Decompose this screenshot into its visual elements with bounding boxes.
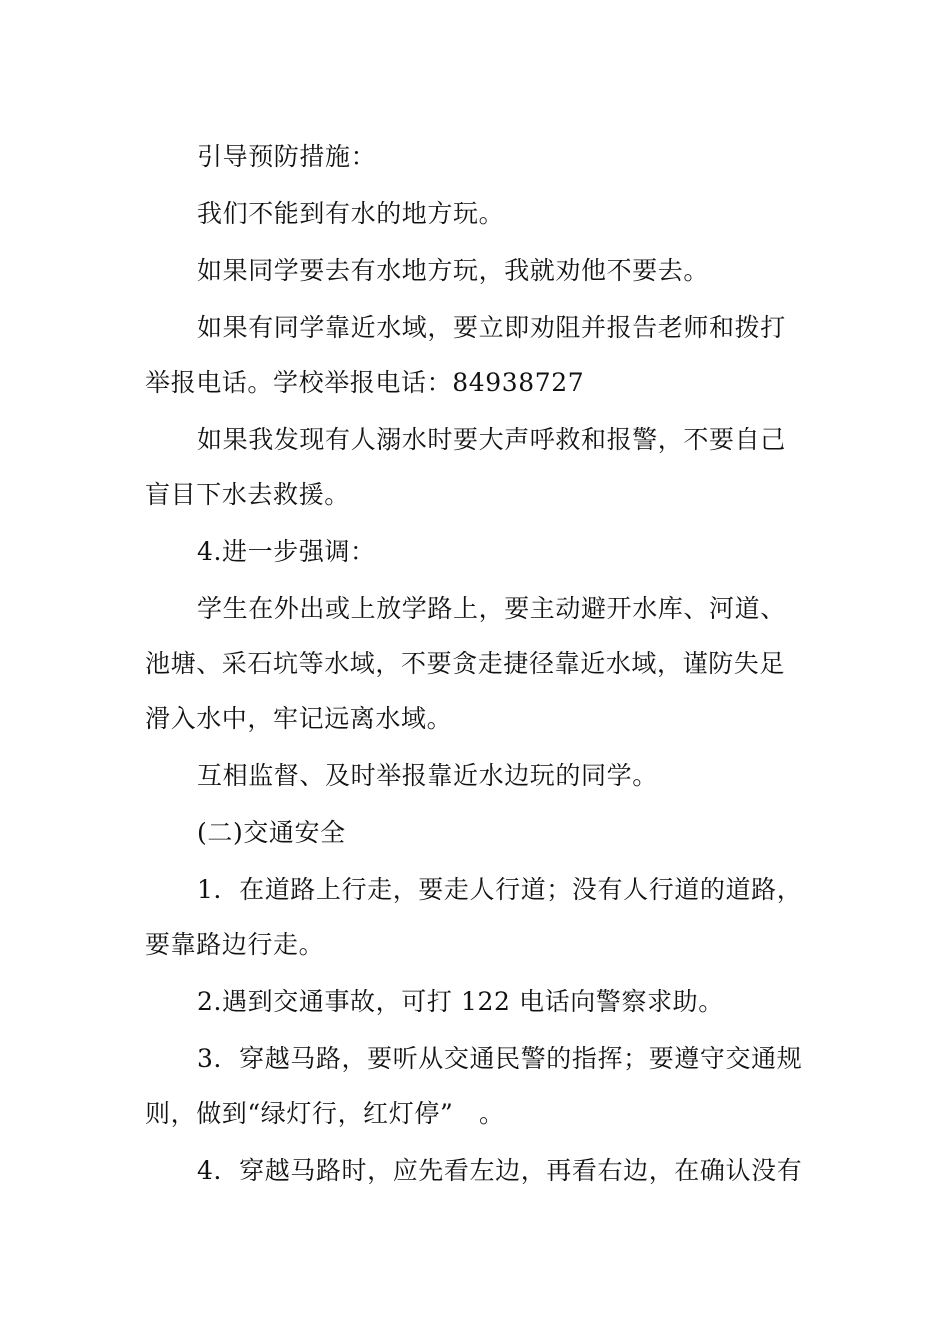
paragraph-line: 4.进一步强调： [197, 537, 376, 566]
paragraph-line: 引导预防措施： [197, 142, 377, 171]
paragraph-no-water-play [145, 186, 810, 241]
paragraph-line: 盲目下水去救援。 [145, 480, 350, 509]
paragraph-prevention-heading [145, 129, 810, 184]
paragraph-emphasis-heading [145, 524, 810, 579]
paragraph-line: 3．穿越马路，要听从交通民警的指挥；要遵守交通规 [197, 1044, 803, 1073]
paragraph-line: 4．穿越马路时，应先看左边，再看右边，在确认没有 [197, 1156, 803, 1185]
paragraph-line: 池塘、采石坑等水域，不要贪走捷径靠近水域，谨防失足 [145, 649, 786, 678]
paragraph-mutual-supervision [145, 748, 810, 803]
paragraph-line: 互相监督、及时举报靠近水边玩的同学。 [197, 761, 658, 790]
paragraph-line: 举报电话。学校举报电话：84938727 [145, 368, 585, 397]
paragraph-line: 如果有同学靠近水域，要立即劝阻并报告老师和拨打 [197, 313, 786, 342]
paragraph-look-left-right [145, 1143, 810, 1198]
paragraph-report-hotline [145, 300, 810, 410]
paragraph-line: 则，做到“绿灯行，红灯停” 。 [145, 1099, 505, 1128]
paragraph-call-for-help [145, 412, 810, 522]
paragraph-line: 如果我发现有人溺水时要大声呼救和报警，不要自己 [197, 425, 786, 454]
paragraph-line: 我们不能到有水的地方玩。 [197, 199, 505, 228]
paragraph-line: 如果同学要去有水地方玩，我就劝他不要去。 [197, 256, 710, 285]
paragraph-avoid-waters [145, 581, 810, 746]
paragraph-accident-call [145, 974, 810, 1029]
paragraph-line: 要靠路边行走。 [145, 930, 325, 959]
paragraph-traffic-police [145, 1031, 810, 1141]
paragraph-line: (二)交通安全 [197, 818, 346, 847]
document-body [145, 129, 810, 1200]
paragraph-line: 1．在道路上行走，要走人行道；没有人行道的道路， [197, 875, 803, 904]
paragraph-persuade-classmate [145, 243, 810, 298]
paragraph-line: 2.遇到交通事故，可打 122 电话向警察求助。 [197, 987, 724, 1016]
paragraph-sidewalk [145, 862, 810, 972]
section-heading-traffic-safety [145, 805, 810, 860]
paragraph-line: 学生在外出或上放学路上，要主动避开水库、河道、 [197, 594, 786, 623]
paragraph-line: 滑入水中，牢记远离水域。 [145, 704, 453, 733]
